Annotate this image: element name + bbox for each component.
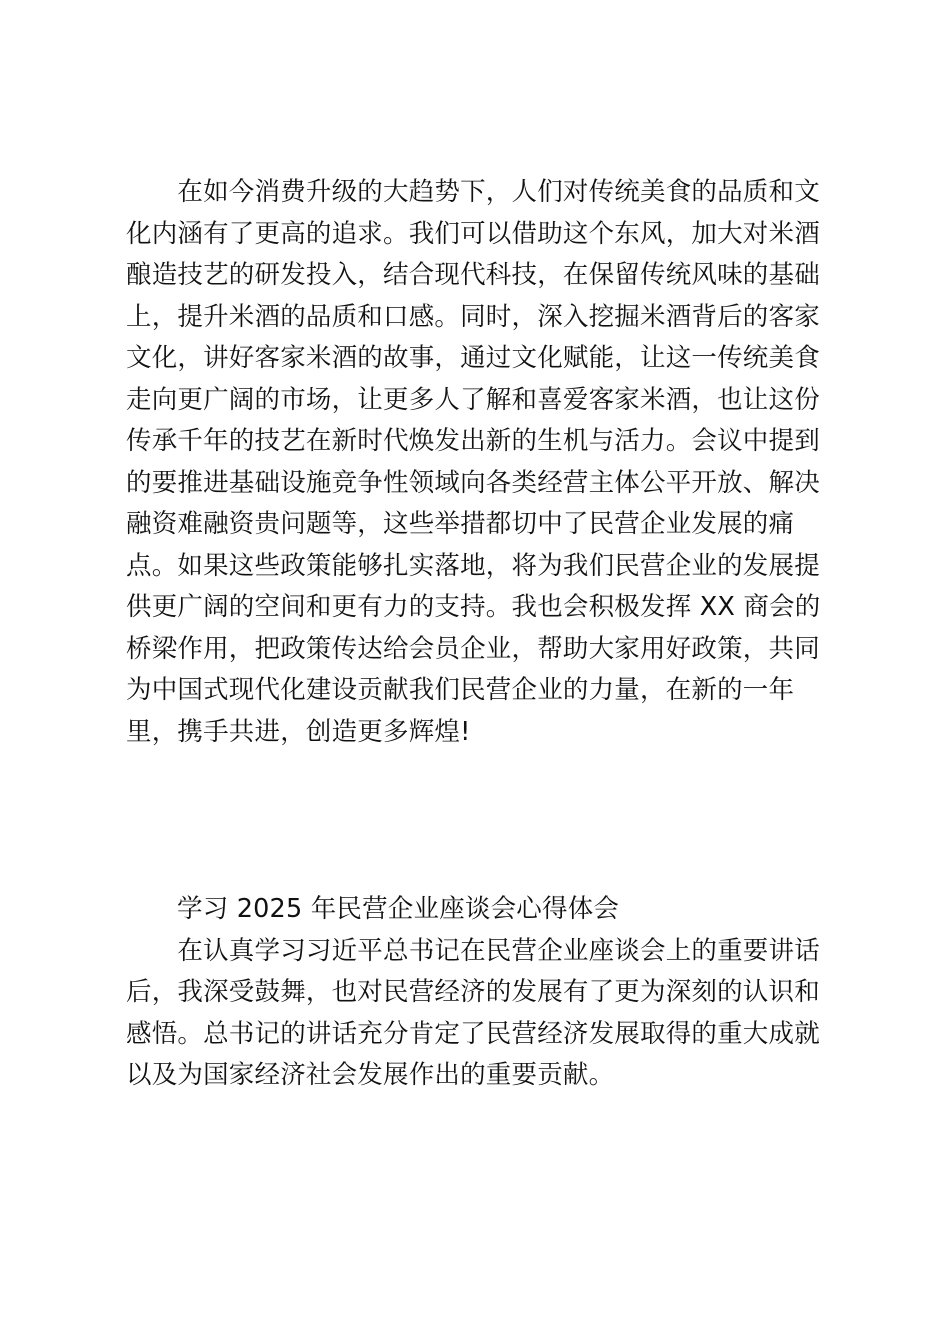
paragraph-line: 传承千年的技艺在新时代焕发出新的生机与活力。会议中提到: [126, 426, 820, 456]
paragraph-line: 融资难融资贵问题等，这些举措都切中了民营企业发展的痛: [126, 509, 795, 539]
paragraph-line: 化内涵有了更高的追求。我们可以借助这个东风，加大对米酒: [126, 218, 820, 249]
paragraph-line: 感悟。总书记的讲话充分肯定了民营经济发展取得的重大成就: [126, 1018, 820, 1049]
paragraph-1: [126, 172, 826, 753]
paragraph-line: 走向更广阔的市场，让更多人了解和喜爱客家米酒，也让这份: [126, 384, 820, 415]
paragraph-line: 的要推进基础设施竞争性领域向各类经营主体公平开放、解决: [126, 467, 820, 498]
paragraph-line: 后，我深受鼓舞，也对民营经济的发展有了更为深刻的认识和: [126, 977, 820, 1007]
paragraph-line: 在认真学习习近平总书记在民营企业座谈会上的重要讲话: [126, 935, 820, 966]
paragraph-line: 上，提升米酒的品质和口感。同时，深入挖掘米酒背后的客家: [126, 301, 820, 332]
section-2: [126, 889, 826, 1097]
paragraph-line: 里，携手共进，创造更多辉煌!: [126, 716, 471, 747]
paragraph-line: 点。如果这些政策能够扎实落地，将为我们民营企业的发展提: [126, 550, 820, 581]
paragraph-line: 桥梁作用，把政策传达给会员企业，帮助大家用好政策，共同: [126, 633, 820, 664]
section-title: 学习 2025 年民营企业座谈会心得体会: [177, 894, 620, 924]
paragraph-line: 为中国式现代化建设贡献我们民营企业的力量，在新的一年: [126, 675, 795, 705]
paragraph-line: 文化，讲好客家米酒的故事，通过文化赋能，让这一传统美食: [126, 343, 820, 373]
paragraph-line: 以及为国家经济社会发展作出的重要贡献。: [126, 1060, 615, 1090]
paragraph-line: 酿造技艺的研发投入，结合现代科技，在保留传统风味的基础: [126, 260, 820, 290]
paragraph-line: 供更广阔的空间和更有力的支持。我也会积极发挥 XX 商会的: [126, 592, 821, 622]
paragraph-line: 在如今消费升级的大趋势下，人们对传统美食的品质和文: [126, 177, 820, 207]
